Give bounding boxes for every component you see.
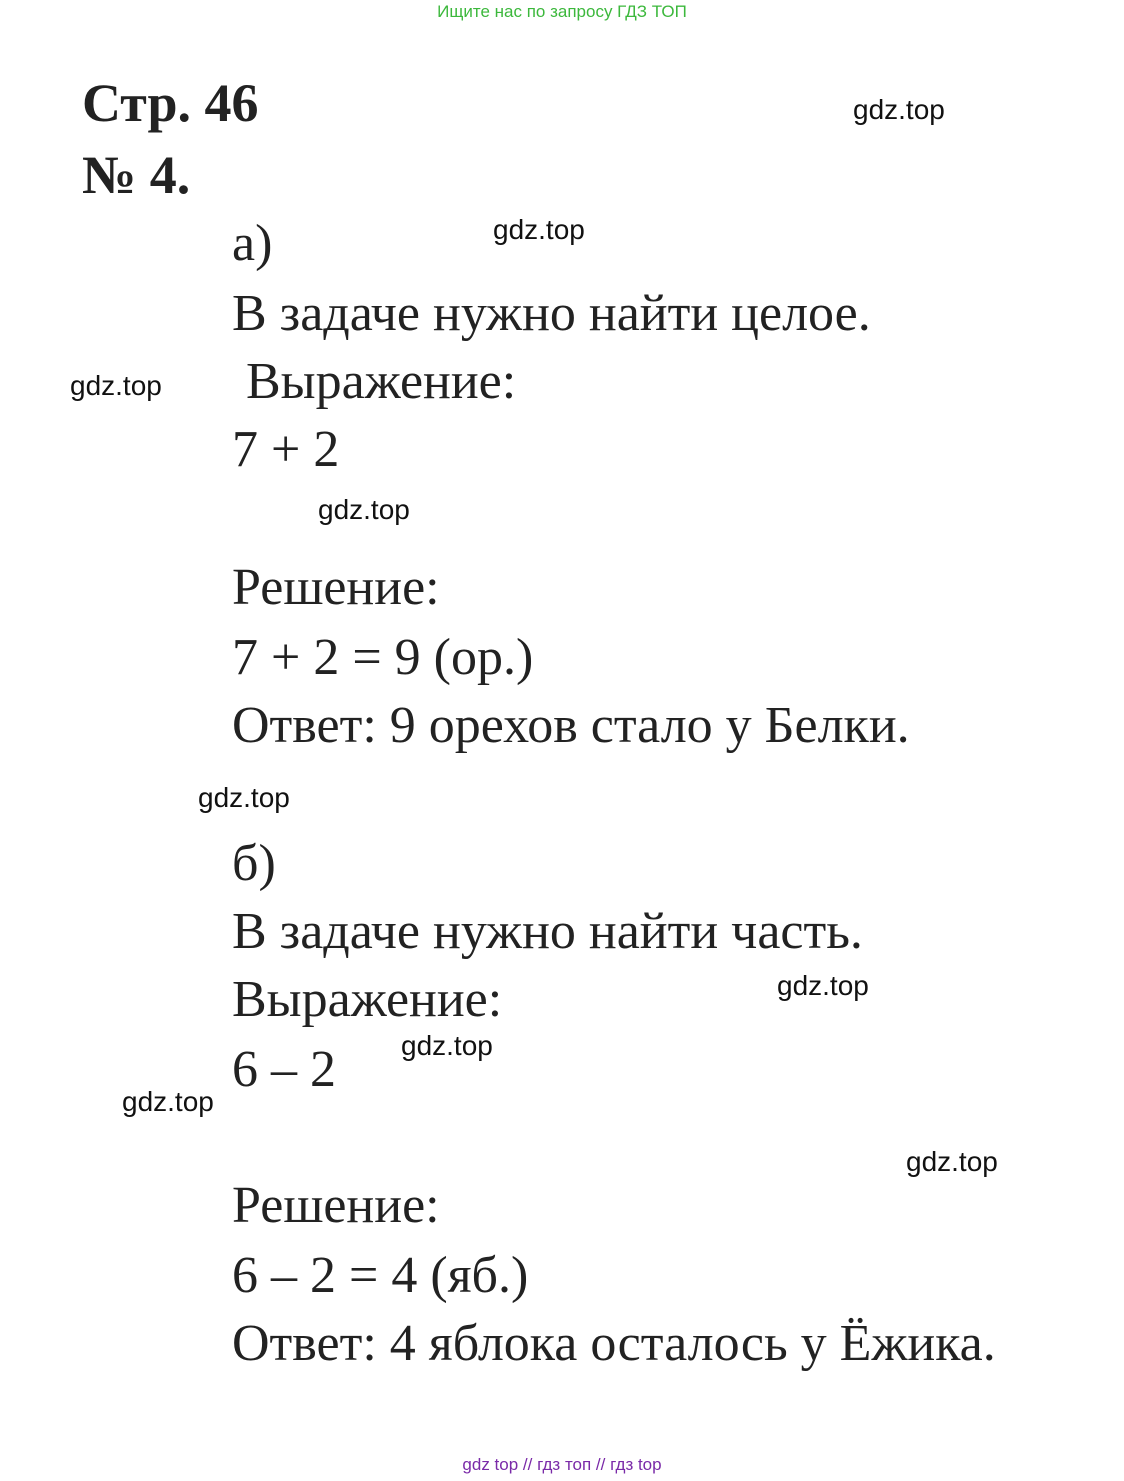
watermark: gdz.top <box>318 494 410 525</box>
part-a-expression: 7 + 2 <box>232 421 340 478</box>
part-a-solution-label: Решение: <box>232 559 440 616</box>
part-b-line1: В задаче нужно найти часть. <box>232 903 863 960</box>
part-a-label: а) <box>232 215 273 272</box>
watermark: gdz.top <box>853 94 945 125</box>
footer-links: gdz top // гдз топ // гдз top <box>462 1455 662 1474</box>
top-banner: Ищите нас по запросу ГДЗ ТОП <box>437 2 687 21</box>
part-b-solution: 6 – 2 = 4 (яб.) <box>232 1247 529 1304</box>
watermark: gdz.top <box>777 970 869 1001</box>
watermark: gdz.top <box>493 214 585 245</box>
watermark: gdz.top <box>401 1030 493 1061</box>
part-a-answer: Ответ: 9 орехов стало у Белки. <box>232 697 910 754</box>
part-b-line2: Выражение: <box>232 971 503 1028</box>
watermark: gdz.top <box>122 1086 214 1117</box>
watermark: gdz.top <box>906 1146 998 1177</box>
part-b-expression: 6 – 2 <box>232 1041 336 1098</box>
watermark: gdz.top <box>70 370 162 401</box>
part-b-solution-label: Решение: <box>232 1177 440 1234</box>
part-b-answer: Ответ: 4 яблока осталось у Ёжика. <box>232 1315 996 1372</box>
part-a-line1: В задаче нужно найти целое. <box>232 285 871 342</box>
task-number: № 4. <box>82 145 191 205</box>
part-a-solution: 7 + 2 = 9 (ор.) <box>232 629 534 686</box>
part-a-line2: Выражение: <box>246 353 517 410</box>
page-title: Стр. 46 <box>82 73 259 133</box>
watermark: gdz.top <box>198 782 290 813</box>
part-b-label: б) <box>232 835 276 892</box>
